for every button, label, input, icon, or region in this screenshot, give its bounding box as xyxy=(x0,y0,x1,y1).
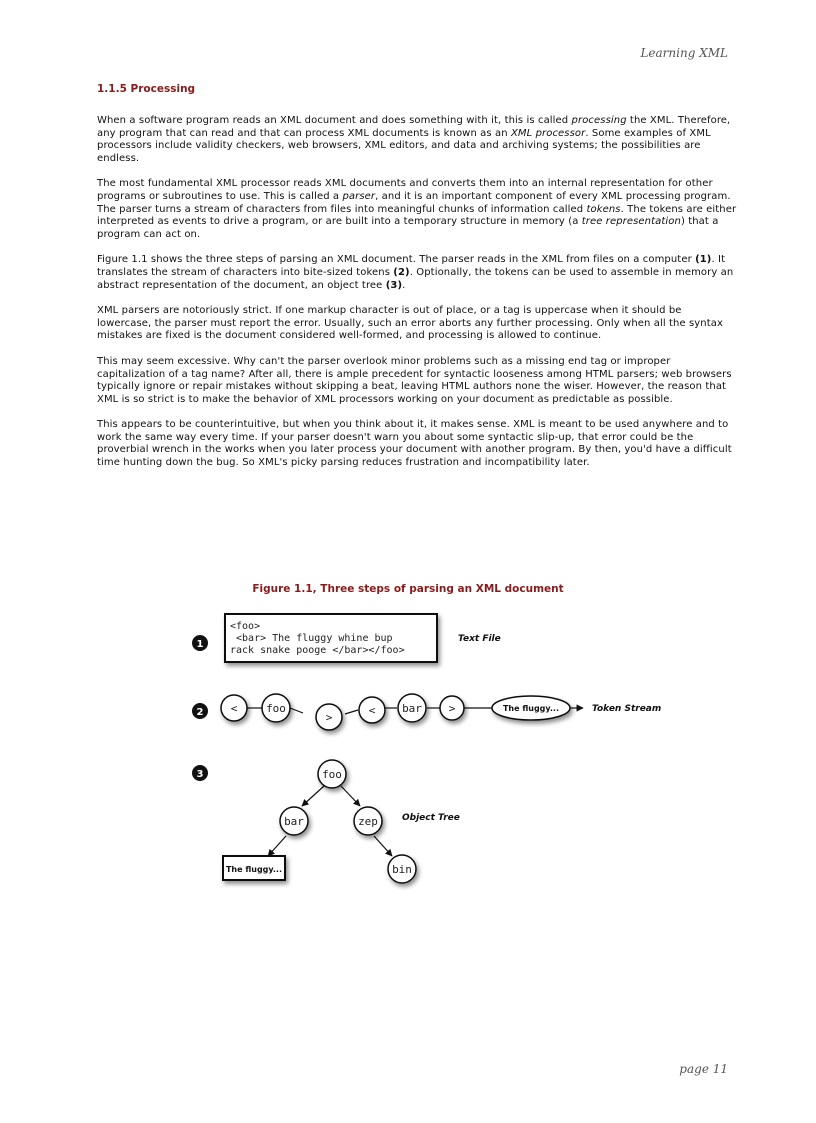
token-stream-label: Token Stream xyxy=(592,704,662,714)
svg-text:<: < xyxy=(368,704,376,717)
tree-node-bin xyxy=(388,855,416,883)
tree-node-foo xyxy=(318,760,346,788)
token-lt-1 xyxy=(221,695,247,721)
svg-text:The fluggy...: The fluggy... xyxy=(502,704,560,713)
tree-text-node xyxy=(223,856,285,880)
svg-text:foo: foo xyxy=(322,768,342,781)
text-file-line-1: <foo> xyxy=(230,621,261,632)
svg-text:<: < xyxy=(230,702,238,715)
svg-text:bin: bin xyxy=(392,863,412,876)
token-gt-1 xyxy=(316,704,342,730)
paragraph-excessive: This may seem excessive. Why can't the parser overlook minor problems such as a missing end tag or improper capitalization of a tag name? After all, there is ample precedent for syntactic looseness among HTML parsers; web browsers typically ignore or repair mistakes without skipping a beat, leaving HTML authors none the wiser. However, the reason that XML is so strict is to make the behavior of XML processors working on your document as predictable as possible. xyxy=(97,355,732,405)
text-file-label: Text File xyxy=(458,634,501,644)
figure-caption: Figure 1.1, Three steps of parsing an XML document xyxy=(252,583,564,595)
object-tree xyxy=(223,760,416,883)
running-header: Learning XML xyxy=(640,46,728,60)
step-marker-3 xyxy=(192,765,208,781)
svg-text:>: > xyxy=(448,702,456,715)
object-tree-label: Object Tree xyxy=(402,813,460,823)
token-lt-2 xyxy=(359,697,385,723)
figure-parsing-steps xyxy=(190,610,662,904)
text-file-box xyxy=(225,614,437,662)
step-number-1: 1 xyxy=(196,639,204,650)
token-text xyxy=(492,696,570,720)
text-file-line-3: rack snake pooge </bar></foo> xyxy=(230,645,405,656)
page-number: page 11 xyxy=(679,1062,728,1076)
step-marker-2 xyxy=(192,703,208,719)
step-number-2: 2 xyxy=(196,707,204,718)
step-number-3: 3 xyxy=(196,769,204,780)
page-content xyxy=(97,83,737,483)
svg-text:bar: bar xyxy=(402,702,422,715)
token-bar xyxy=(398,694,426,722)
token-stream xyxy=(221,694,583,730)
svg-text:foo: foo xyxy=(266,702,286,715)
parsing-diagram xyxy=(190,610,662,900)
svg-text:>: > xyxy=(325,711,333,724)
paragraph-counterintuitive: This appears to be counterintuitive, but when you think about it, it makes sense. XML is meant to be used anywhere and to work the same way every time. If your parser doesn't warn you about some syntactic slip-up, that error could be the proverbial wrench in the works when you later process your document with another program. By then, you'd have a difficult time hunting down the bug. So XML's picky parsing reduces frustration and incompatibility later. xyxy=(97,419,732,469)
step-marker-1 xyxy=(192,635,208,651)
paragraph-strictness: XML parsers are notoriously strict. If one markup character is out of place, or a tag is uppercase when it should be lowercase, the parser must report the error. Usually, such an error aborts any further processing. Only when all the syntax mistakes are fixed is the document considered well-formed, and processing is allowed to continue. xyxy=(97,305,724,342)
svg-text:bar: bar xyxy=(284,815,304,828)
paragraph-figure-reference: Figure 1.1 shows the three steps of parsing an XML document. The parser reads in the XML from files on a computer (1). It translates the stream of characters into bite-sized tokens (2). Optionally, the tokens can be used to assemble in memory an abstract representation of the document, an object tree (3). xyxy=(97,254,734,291)
paragraph-processing-definition: When a software program reads an XML document and does something with it, this is called processing the XML. Therefore, any program that can read and that can process XML documents is known as an XML processor. Some examples of XML processors include validity checkers, web browsers, XML editors, and data and archiving systems; the possibilities are endless. xyxy=(97,115,731,164)
tree-node-zep xyxy=(354,807,382,835)
svg-text:zep: zep xyxy=(358,815,378,828)
token-foo xyxy=(262,694,290,722)
tree-node-bar xyxy=(280,807,308,835)
text-file-line-2: <bar> The fluggy whine bup xyxy=(230,633,393,644)
token-gt-2 xyxy=(440,696,464,720)
paragraph-parser-definition: The most fundamental XML processor reads XML documents and converts them into an internal representation for other programs or subroutines to use. This is called a parser, and it is an important component of every XML processing program. The parser turns a stream of characters from files into meaningful chunks of information called tokens. The tokens are either interpreted as events to drive a program, or are built into a temporary structure in memory (a tree representation) that a program can act on. xyxy=(97,178,737,240)
section-heading: 1.1.5 Processing xyxy=(97,83,196,95)
svg-text:The fluggy...: The fluggy... xyxy=(225,865,283,874)
